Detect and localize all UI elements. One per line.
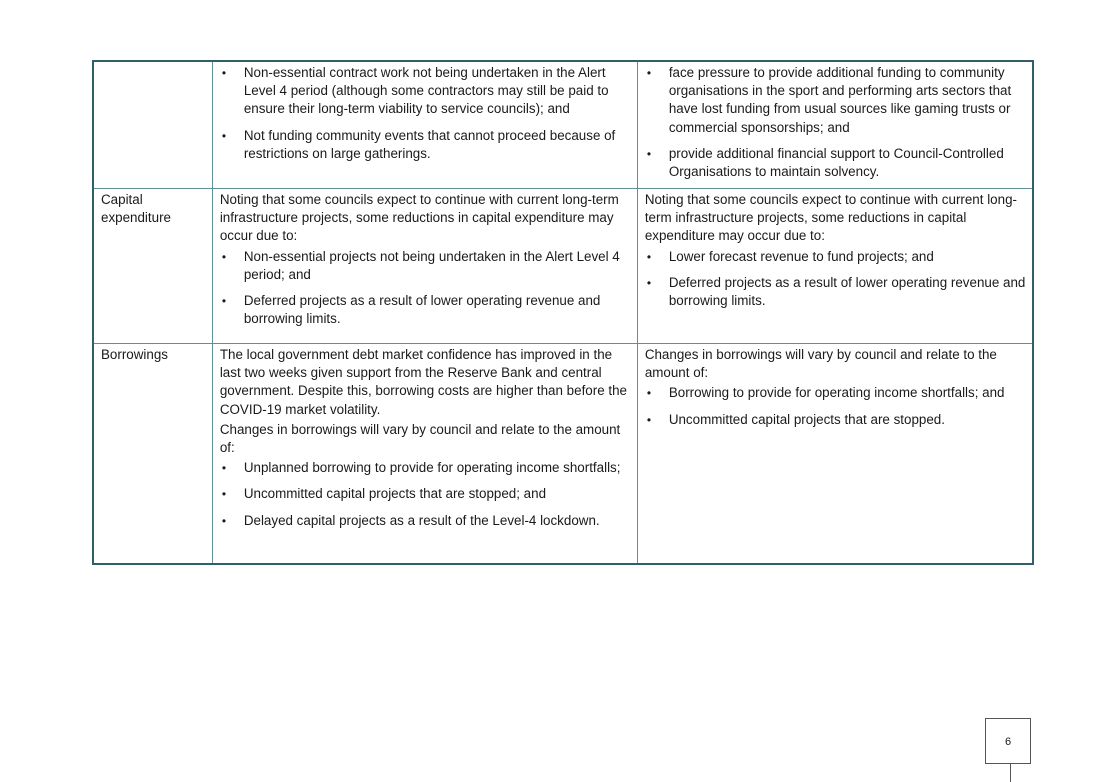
- bullet-icon: •: [221, 249, 227, 264]
- bullet-icon: •: [646, 275, 652, 290]
- bullet-list: [645, 64, 1026, 181]
- list-item: • Not funding community events that cannot proceed because of restrictions on large gatherings.: [221, 127, 616, 161]
- impact-table: [92, 60, 1034, 565]
- list-item: • Uncommitted capital projects that are stopped; and: [220, 485, 631, 503]
- cell-intro: Changes in borrowings will vary by council and relate to the amount of:: [644, 347, 997, 381]
- bullet-icon: •: [221, 487, 227, 502]
- bullet-icon: •: [221, 128, 227, 143]
- bullet-icon: •: [646, 412, 652, 427]
- list-item: • Unplanned borrowing to provide for operating income shortfalls;: [220, 459, 631, 477]
- list-item: • provide additional financial support to Council-Controlled Organisations to maintain solvency.: [646, 145, 1004, 180]
- bullet-icon: •: [221, 513, 227, 528]
- list-item: • Non-essential projects not being undertaken in the Alert Level 4 period; and: [221, 248, 620, 282]
- bullet-icon: •: [646, 386, 652, 401]
- list-item: • Non-essential contract work not being undertaken in the Alert Level 4 period (although some contractors may still be paid to ensure their long-term viability to service councils); and: [221, 65, 609, 117]
- cell-intro: Noting that some councils expect to continue with current long-term infrastructure projects, some reductions in capital expenditure may occur due to:: [644, 192, 1017, 244]
- row-label-cell: [93, 189, 212, 344]
- middle-cell: [212, 189, 637, 344]
- row-label-cell: [93, 344, 212, 565]
- cell-intro-second: Changes in borrowings will vary by council and relate to the amount of:: [219, 421, 621, 456]
- row-label: Borrowings: [101, 347, 168, 362]
- bullet-icon: •: [646, 249, 652, 264]
- cell-intro: Noting that some councils expect to continue with current long-term infrastructure projects, some reductions in capital expenditure may occur due to:: [219, 192, 619, 244]
- table-row: [93, 189, 1033, 344]
- page-number: 6: [985, 718, 1031, 764]
- middle-cell: [212, 61, 637, 189]
- bullet-list: [645, 384, 1026, 428]
- bullet-list: [220, 459, 631, 530]
- list-item: • Uncommitted capital projects that are stopped.: [645, 411, 1026, 429]
- bullet-icon: •: [221, 461, 227, 476]
- table-row: [93, 61, 1033, 189]
- table-row: [93, 344, 1033, 565]
- bullet-icon: •: [646, 146, 652, 161]
- page-number-tail-line: [1010, 764, 1011, 782]
- bullet-icon: •: [221, 66, 227, 80]
- bullet-icon: •: [646, 66, 652, 80]
- list-item: • Lower forecast revenue to fund projects; and: [645, 248, 1026, 266]
- cell-intro: The local government debt market confidence has improved in the last two weeks given support from the Reserve Bank and central government. Despite this, borrowing costs are higher than before the COVID-19 market volatility.: [219, 347, 627, 417]
- list-item: • face pressure to provide additional funding to community organisations in the sport and performing arts sectors that have lost funding from usual sources like gaming trusts or commercial sponsorships; and: [646, 65, 1012, 135]
- row-label: Capital expenditure: [101, 192, 171, 226]
- list-item: • Borrowing to provide for operating income shortfalls; and: [645, 384, 1026, 402]
- right-cell: [637, 189, 1033, 344]
- bullet-list: [220, 248, 631, 329]
- bullet-icon: •: [221, 294, 227, 309]
- right-cell: [637, 61, 1033, 189]
- middle-cell: [212, 344, 637, 565]
- right-cell: [637, 344, 1033, 565]
- list-item: • Deferred projects as a result of lower operating revenue and borrowing limits.: [221, 293, 601, 327]
- row-label-cell: [93, 61, 212, 189]
- bullet-list: [645, 248, 1026, 311]
- bullet-list: [220, 64, 631, 163]
- list-item: • Delayed capital projects as a result of the Level-4 lockdown.: [220, 512, 631, 530]
- list-item: • Deferred projects as a result of lower operating revenue and borrowing limits.: [646, 274, 1026, 309]
